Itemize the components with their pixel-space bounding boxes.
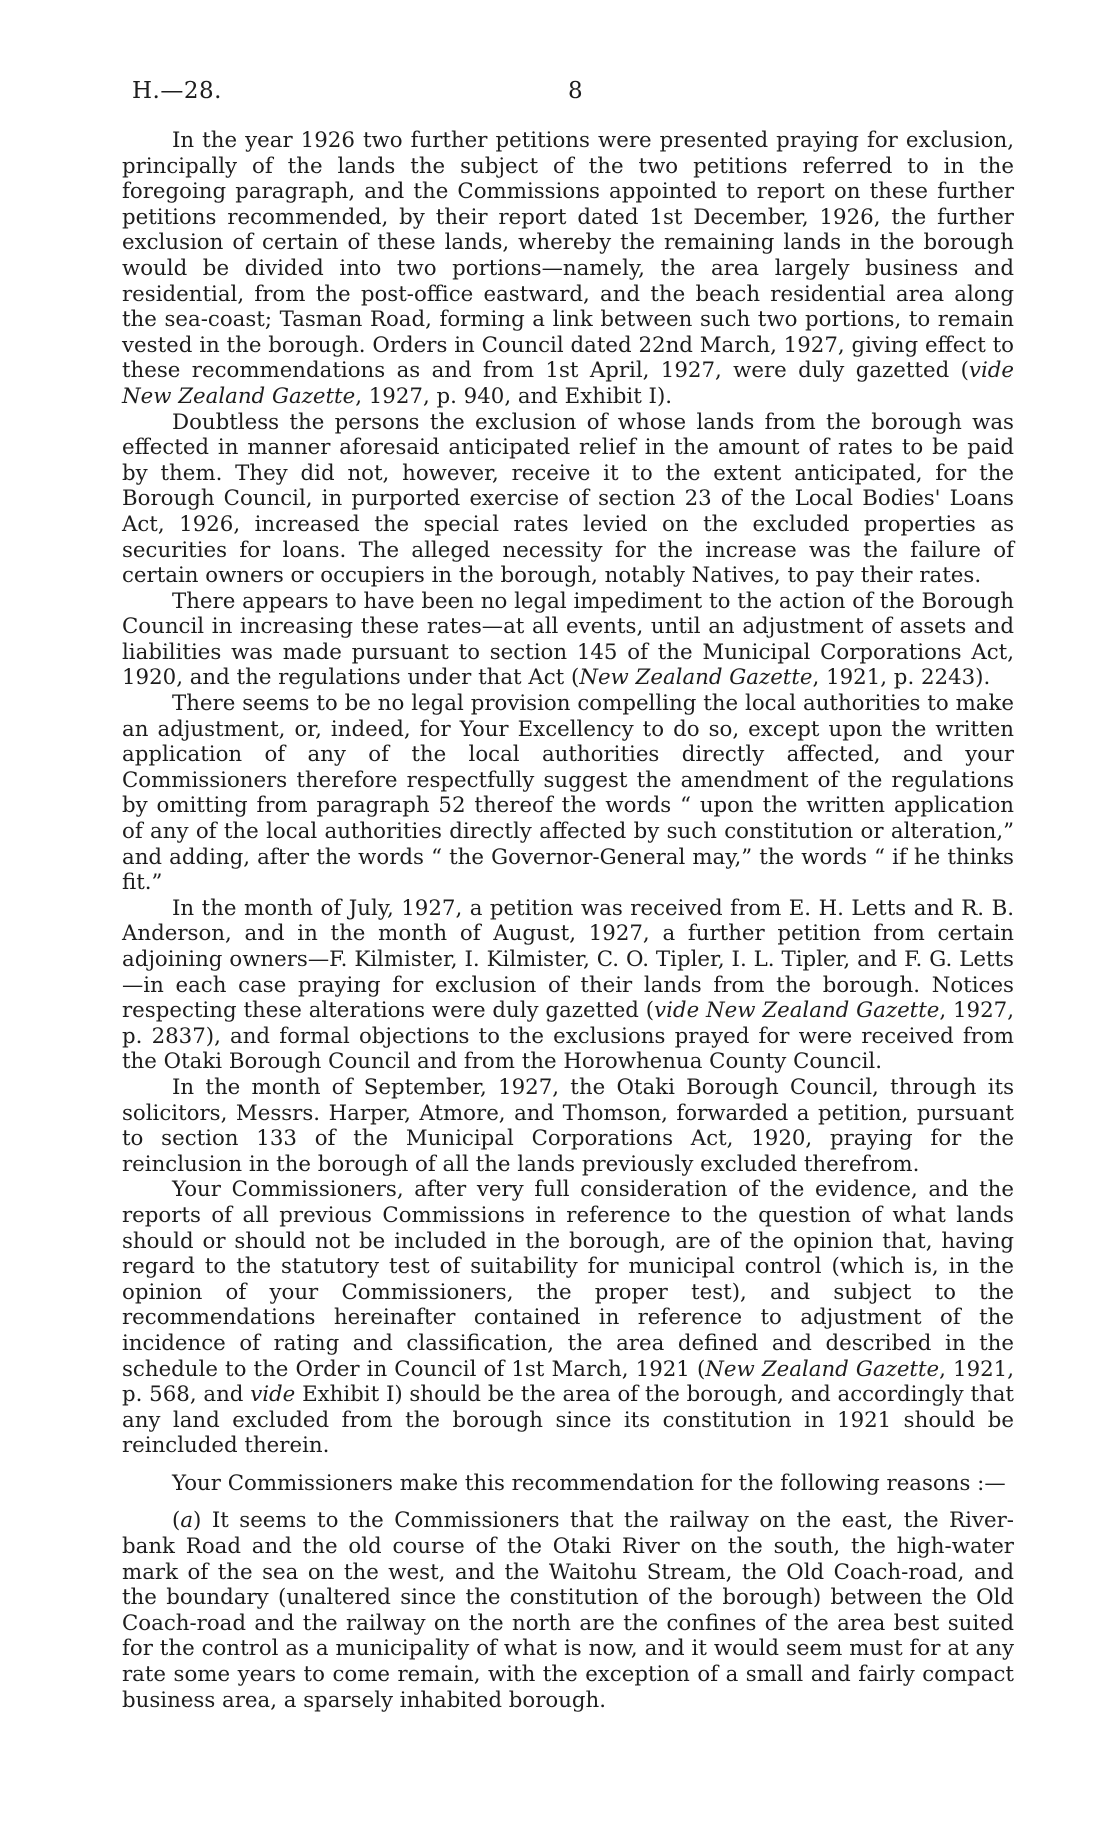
italic-segment: vide — [250, 1382, 296, 1408]
text-segment: Your Commissioners make this recommendation for the following reasons :— — [172, 1470, 1006, 1496]
paragraph-reason-a — [122, 1508, 1014, 1713]
text-segment: In the month of September, 1927, the Otaki Borough Council, through its solicitors, Messrs. Harper, Atmore, and Thomson, forwarded a petition, pursuant to section 133 of the Municipal Corporations Act, 1920, praying for the reinclusion in the borough of all the lands previously excluded therefrom. — [122, 1074, 1014, 1177]
italic-segment: a — [180, 1508, 194, 1534]
text-segment: In the year 1926 two further petitions were presented praying for exclusion, principally of the lands the subject of the two petitions referred to in the foregoing paragraph, and the Commissions appointed to report on these further petitions recommended, by their report dated 1st December, 1926, the further exclusion of certain of these lands, whereby the remaining lands in the borough would be divided into two portions—namely, the area largely business and residential, from the post-office eastward, and the beach residential area along the sea-coast; Tasman Road, forming a link between such two portions, to remain vested in the borough. Orders in Council dated 22nd March, 1927, giving effect to these recommendations as and from 1st April, 1927, were duly gazetted ( — [122, 128, 1014, 384]
text-segment: Doubtless the persons the exclusion of whose lands from the borough was effected in manner aforesaid anticipated relief in the amount of rates to be paid by them. They did not, however, receive it to the extent anticipated, for the Borough Council, in purported exercise of section 23 of the Local Bodies' Loans Act, 1926, increased the special rates levied on the excluded properties as securities for loans. The alleged necessity for the increase was the failure of certain owners or occupiers in the borough, notably Natives, to pay their rates. — [122, 409, 1014, 589]
text-segment: ( — [172, 1508, 181, 1534]
page-header — [132, 78, 1012, 112]
text-segment: Your Commissioners, after very full consideration of the evidence, and the reports of all previous Commissions in reference to the question of what lands should or should not be included in the borough, are of the opinion that, having regard to the statutory test of suitability for municipal control (which is, in the opinion of your Commissioners, the proper test), and subject to the recommendations hereinafter contained in reference to adjustment of the incidence of rating and classification, the area defined and described in the schedule to the Order in Council of 1st March, 1921 ( — [122, 1177, 1014, 1382]
italic-segment: New Zealand Gazette — [579, 665, 813, 691]
body-text — [122, 128, 1014, 1713]
text-segment: , 1921, p. 2243). — [812, 665, 991, 691]
italic-segment: New Zealand Gazette — [705, 1356, 940, 1382]
text-segment: , 1927, p. 940, and Exhibit I). — [355, 383, 673, 409]
paragraph-legal-impediment — [122, 589, 1014, 691]
paragraph-reinclusion-petition — [122, 1075, 1014, 1177]
text-segment: There seems to be no legal provision compelling the local authorities to make an adjustment, or, indeed, for Your Excellency to do so, except upon the written application of any of the local authorities directly affected, and your Commissioners therefore respectfully suggest the amendment of the regulations by omitting from paragraph 52 thereof the words “ upon the written application of any of the local authorities directly affected by such constitution or alteration,” and adding, after the words “ the Governor-General may,” the words “ if he thinks fit.” — [122, 691, 1014, 896]
text-segment: Exhibit I) should be the area of the borough, and accordingly that any land excluded from the borough since its constitution in 1921 should be reincluded therein. — [122, 1382, 1014, 1459]
paragraph-1926-petitions — [122, 128, 1014, 410]
paragraph-1927-petitions — [122, 896, 1014, 1075]
text-segment: In the month of July, 1927, a petition was received from E. H. Letts and R. B. Anderson, and in the month of August, 1927, a further petition from certain adjoining owners—F. Kilmister, I. Kilmister, C. O. Tipler, I. L. Tipler, and F. G. Letts—in each case praying for exclusion of their lands from the borough. Notices respecting these alterations were duly gazetted ( — [122, 895, 1014, 1024]
paragraph-regulation-amendment — [122, 691, 1014, 896]
text-segment: , 1921, p. 568, and — [122, 1356, 1014, 1408]
text-segment: ) It seems to the Commissioners that the railway on the east, the River-bank Road and the old course of the Otaki River on the south, the high-water mark of the sea on the west, and the Waitohu Stream, the Old Coach-road, and the boundary (unaltered since the constitution of the borough) between the Old Coach-road and the railway on the north are the confines of the area best suited for the control as a municipality of what is now, and it would seem must for at any rate some years to come remain, with the exception of a small and fairly compact business area, a sparsely inhabited borough. — [122, 1508, 1014, 1713]
document-reference: H.—28. — [132, 78, 222, 104]
text-segment: There appears to have been no legal impediment to the action of the Borough Council in increasing these rates—at all events, until an adjustment of assets and liabilities was made pursuant to section 145 of the Municipal Corporations Act, 1920, and the regulations under that Act ( — [122, 588, 1014, 691]
paragraph-rates-relief — [122, 410, 1014, 589]
page-number: 8 — [568, 78, 583, 104]
text-segment: , 1927, p. 2837), and formal objections to the exclusions prayed for were received from the Otaki Borough Council and from the Horowhenua County Council. — [122, 998, 1014, 1075]
italic-segment: vide New Zealand Gazette — [122, 358, 1014, 409]
paragraph-commissioners-opinion — [122, 1177, 1014, 1459]
italic-segment: vide New Zealand Gazette — [654, 998, 940, 1024]
paragraph-reasons-intro — [122, 1471, 1014, 1497]
